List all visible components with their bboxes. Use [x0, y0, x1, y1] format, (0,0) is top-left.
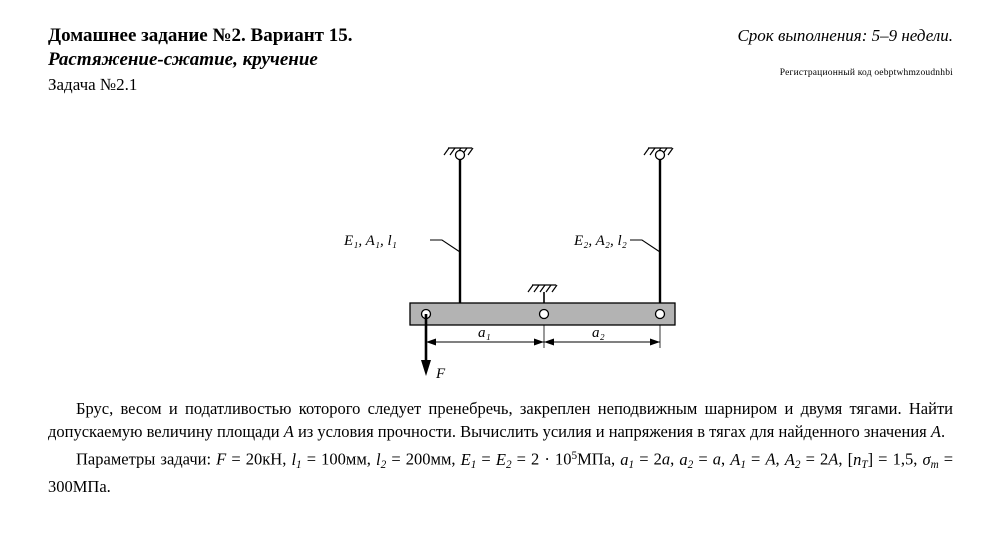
- registration-code: Регистрационный код oebptwhmzoudnhbi: [779, 68, 953, 78]
- task-number: Задача №2.1: [48, 75, 138, 94]
- dim-a1-arrow-right: [534, 339, 544, 346]
- label-right-rod: E₂, A₂, l₂: [574, 233, 627, 249]
- label-dim-a1: a₁: [478, 325, 491, 341]
- beam-hinge-right: [656, 310, 665, 319]
- mechanics-diagram: [0, 120, 1000, 390]
- dim-a2-arrow-left: [544, 339, 554, 346]
- parameters-prefix: Параметры задачи:: [76, 449, 212, 469]
- label-force: F: [436, 366, 446, 382]
- left-label-leader: [430, 240, 460, 252]
- paragraph-parameters: Параметры задачи: F = 20кН, $l_1 = 100мм$, $l_2 = 200мм$, $E_1 = E_2 = 2 \cdot 10^5МПа$, $a_1 = 2a$, $a_2 = a$, $A_1 = A$, $A_2 = 2A$, $[n_T] = 1,5$, $\sigma_т = 300МПа$.: [48, 449, 954, 496]
- dim-a2-arrow-right: [650, 339, 660, 346]
- paragraph-description: Брус, весом и податливостью которого следует пренебречь, закреплен неподвижным шарниром и двумя тягами. Найти допускаемую величину площади A из условия прочности. Вычислить усилия и напряжения в тягах для найденного значения A.: [48, 399, 953, 441]
- dim-a1-arrow-left: [426, 339, 436, 346]
- force-arrow-head: [421, 360, 431, 376]
- label-dim-a2: a₂: [592, 325, 605, 341]
- right-top-pin: [656, 151, 665, 160]
- problem-statement: [48, 398, 953, 500]
- title-block: [48, 24, 353, 96]
- left-top-pin: [456, 151, 465, 160]
- document-header: [48, 24, 953, 96]
- label-left-rod: E₁, A₁, l₁: [344, 233, 397, 249]
- middle-support-icon: [528, 285, 557, 292]
- header-right-block: [737, 24, 953, 78]
- page-subtitle: Растяжение-сжатие, кручение: [48, 49, 318, 70]
- right-label-leader: [630, 240, 660, 252]
- beam-hinge-middle: [540, 310, 549, 319]
- page-title: Домашнее задание №2. Вариант 15.: [48, 25, 353, 46]
- deadline-text: Срок выполнения: 5–9 недели.: [737, 26, 953, 45]
